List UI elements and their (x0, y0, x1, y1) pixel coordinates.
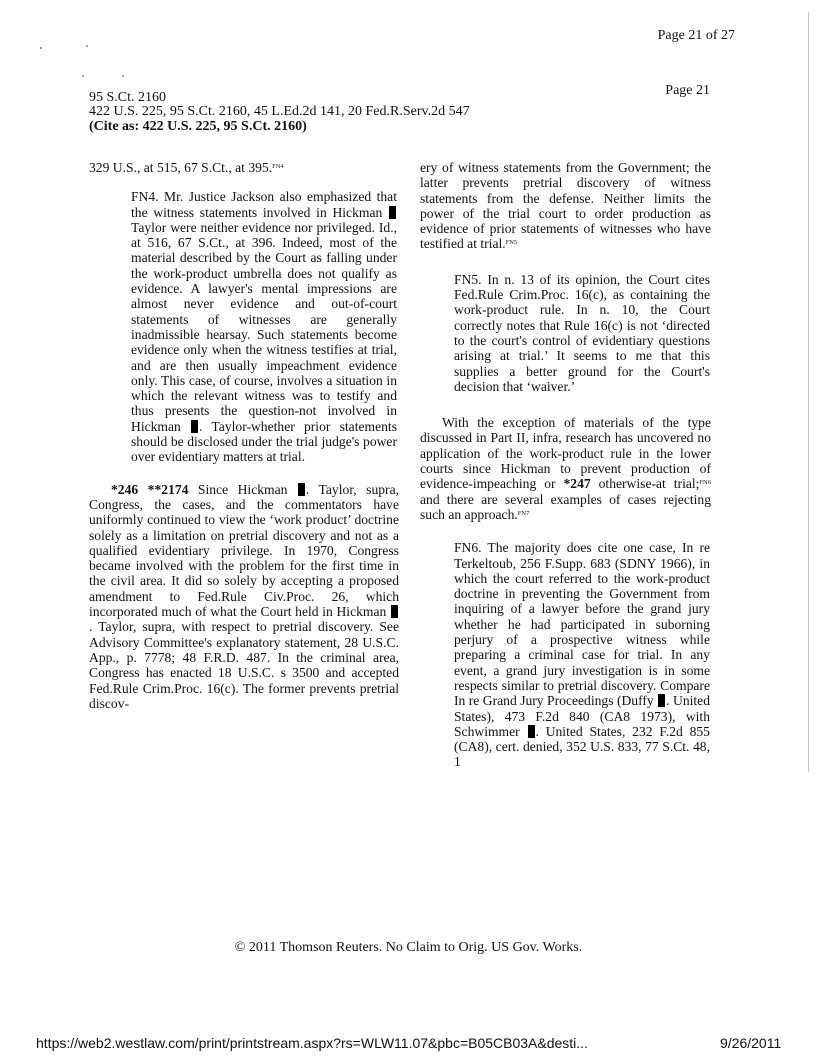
scan-speck (82, 75, 84, 77)
opening-paragraph: 329 U.S., at 515, 67 S.Ct., at 395.$^{FN4}$ (89, 160, 284, 175)
redaction-mark (389, 206, 396, 219)
footnote-ref-fn5[interactable]: FN5 (505, 239, 518, 247)
print-url[interactable]: https://web2.westlaw.com/print/printstream.aspx?rs=WLW11.07&pbc=B05CB03A&desti... (36, 1035, 588, 1051)
citation-line-2: 422 U.S. 225, 95 S.Ct. 2160, 45 L.Ed.2d 141, 20 Fed.R.Serv.2d 547 (89, 104, 470, 119)
copyright-footer: © 2011 Thomson Reuters. No Claim to Orig. US Gov. Works. (234, 940, 583, 955)
footnote-ref-fn6[interactable]: FN6 (699, 479, 711, 487)
page-edge-line (808, 12, 809, 772)
page-number: Page 21 (665, 83, 710, 98)
redaction-mark (391, 605, 398, 618)
footnote-4: FN4. Mr. Justice Jackson also emphasized that the witness statements involved in Hickman Taylor were neither evidence nor privileged. Id., at 516, 67 S.Ct., at 396. Indeed, most of the material described by the Court as falling under the work-product umbrella does not qualify as evidence. A lawyer's mental impressions are almost never evidence and out-of-court statements of witnesses are generally inadmissible hearsay. Such statements become evidence only when the witness testifies at trial, and are then usually impeachment evidence only. This case, of course, involves a situation in which the relevant witness was to testify and thus presents the question-not involved in Hickman . Taylor-whether prior statements should be disclosed under the trial judge's power over evidentiary matters at trial. (131, 189, 397, 465)
left-column (89, 160, 399, 711)
footnote-ref-fn7[interactable]: FN7 (517, 509, 530, 517)
redaction-mark (658, 694, 665, 707)
scan-speck (40, 47, 42, 49)
paragraph-246: *246 **2174 Since Hickman . Taylor, supra, Congress, the cases, and the commentators have uniformly continued to view the ‘work product’ doctrine solely as a limitation on pretrial discovery and not as a qualified evidentiary privilege. In 1970, Congress became involved with the problem for the first time in the civil area. It did so solely by accepting a proposed amendment to Fed.Rule Civ.Proc. 26, which incorporated much of what the Court held in Hickman . Taylor, supra, with respect to pretrial discovery. See Advisory Committee's explanatory statement, 28 U.S.C. App., p. 7778; 48 F.R.D. 487. In the criminal area, Congress has enacted 18 U.S.C. s 3500 and accepted Fed.Rule Crim.Proc. 16(c). The former prevents pretrial discov- (89, 481, 400, 711)
continuation-paragraph: ery of witness statements from the Government; the latter prevents pretrial discovery of witness statements from the defense. Neither limits the power of the trial court to order production as evidence of prior statements of witnesses who have testified at trial.$^{FN5}$ (420, 160, 711, 252)
redaction-mark (191, 420, 198, 433)
redaction-mark (528, 725, 535, 738)
scan-speck (86, 45, 88, 47)
scan-speck (122, 75, 124, 77)
star-page-marker: *247 (563, 476, 591, 492)
footnote-6: FN6. The majority does cite one case, In re Terkeltoub, 256 F.Supp. 683 (SDNY 1966), in which the court referred to the work-product doctrine in preventing the Government from inquiring of a lawyer before the grand jury whether he had participated in suborning perjury of a prospective witness while preparing a criminal case for trial. In any event, a grand jury investigation is in some respects similar to pretrial discovery. Compare In re Grand Jury Proceedings (Duffy . United States), 473 F.2d 840 (CA8 1973), with Schwimmer . United States, 232 F.2d 855 (CA8), cert. denied, 352 U.S. 833, 77 S.Ct. 48, 1 (454, 540, 711, 770)
page-of-counter: Page 21 of 27 (657, 28, 735, 43)
cite-as-line: (Cite as: 422 U.S. 225, 95 S.Ct. 2160) (89, 119, 307, 134)
citation-line-1: 95 S.Ct. 2160 (89, 90, 167, 105)
right-column (420, 160, 711, 770)
star-page-marker: *246 **2174 (111, 481, 189, 497)
paragraph-exception: With the exception of materials of the type discussed in Part II, infra, research has uncovered no application of the work-product rule in the lower courts since Hickman to prevent production of evidence-impeaching or *247 otherwise-at trial;$^{FN6}$ and there are several examples of cases rejecting such an approach.$^{FN7}$ (420, 415, 711, 522)
footnote-ref-fn4[interactable]: FN4 (272, 163, 284, 170)
print-date: 9/26/2011 (720, 1035, 782, 1051)
footnote-5: FN5. In n. 13 of its opinion, the Court cites Fed.Rule Crim.Proc. 16(c), as containing the work-product rule. In n. 10, the Court correctly notes that Rule 16(c) is not ‘directed to the court's control of evidentiary questions arising at trial.’ It seems to me that this supplies a better ground for the Court's decision that ‘waiver.’ (454, 271, 710, 394)
redaction-mark (298, 483, 305, 496)
